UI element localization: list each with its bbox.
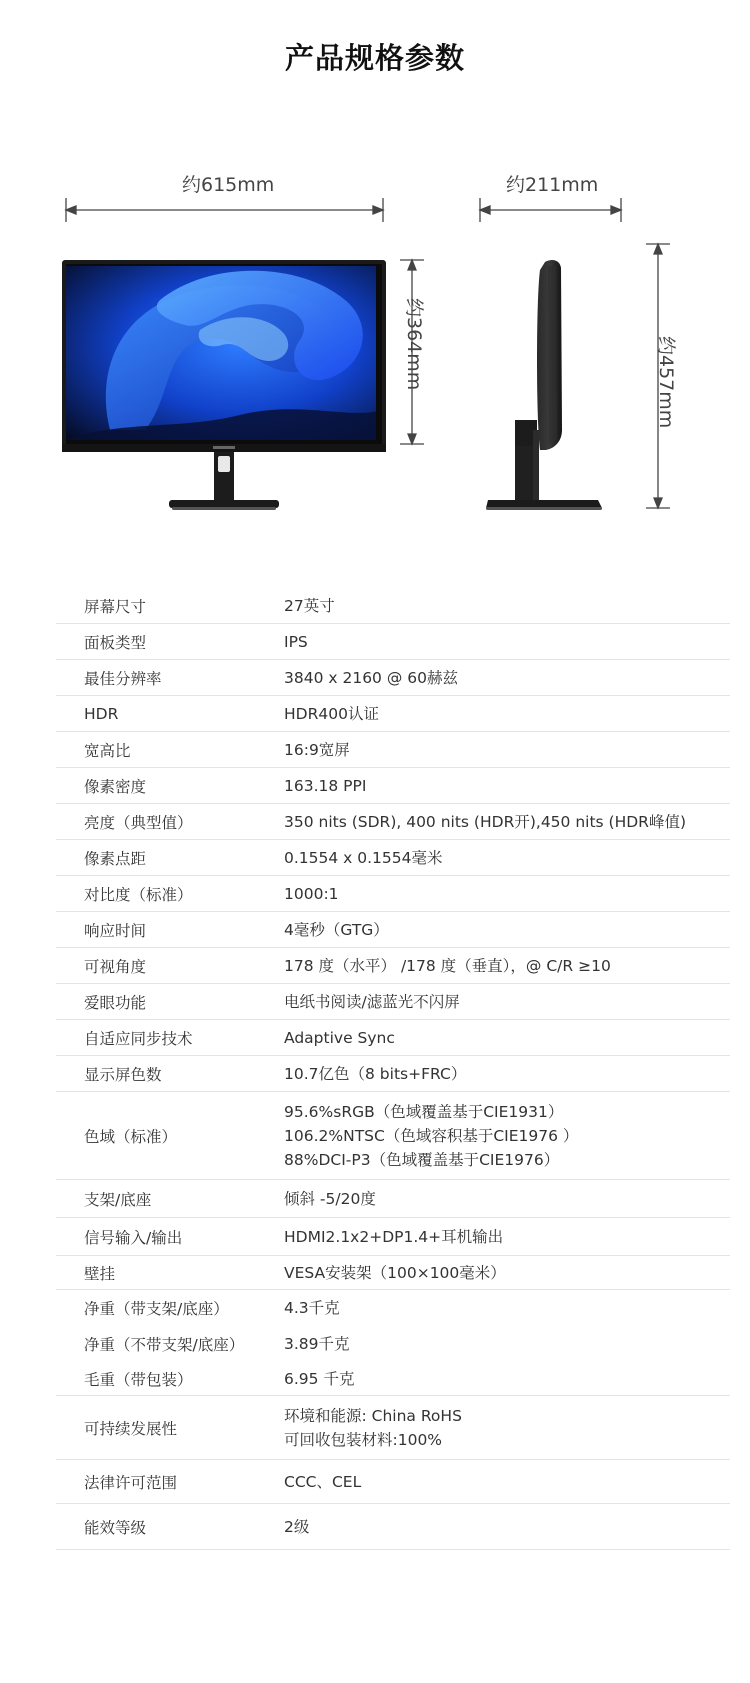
spec-value	[284, 1470, 730, 1494]
total-height-dimension-line	[646, 244, 670, 508]
width-dimension-line	[66, 198, 383, 222]
spec-value-line: 88%DCI-P3（色域覆盖基于CIE1976）	[284, 1150, 560, 1169]
spec-value-line: 350 nits (SDR), 400 nits (HDR开),450 nits (HDR峰值)	[284, 812, 686, 831]
screen-height-label: 约364mm	[403, 298, 425, 391]
page-title: 产品规格参数	[284, 41, 465, 75]
spec-key: 响应时间	[84, 921, 147, 940]
spec-key: 毛重（带包装）	[84, 1370, 193, 1389]
spec-key: 最佳分辨率	[84, 669, 162, 688]
spec-key: 信号输入/输出	[84, 1228, 183, 1247]
spec-row	[56, 1362, 730, 1396]
spec-key: 亮度（典型值）	[84, 813, 193, 832]
spec-row	[56, 1504, 730, 1550]
spec-row	[56, 696, 730, 732]
spec-row	[56, 1290, 730, 1326]
spec-key: 可视角度	[84, 957, 147, 976]
spec-key: 面板类型	[84, 633, 147, 652]
spec-value-line: 16:9宽屏	[284, 740, 350, 759]
spec-key: 支架/底座	[84, 1190, 152, 1209]
spec-value	[284, 810, 730, 834]
spec-value-line: 环境和能源: China RoHS	[284, 1406, 462, 1425]
spec-value	[284, 738, 730, 762]
spec-row	[56, 1092, 730, 1180]
spec-value-line: 4.3千克	[284, 1299, 340, 1317]
spec-row	[56, 876, 730, 912]
spec-value	[284, 1100, 730, 1172]
spec-value-line: 2级	[284, 1517, 310, 1536]
spec-value	[284, 1367, 730, 1391]
spec-value-line: 3840 x 2160 @ 60赫兹	[284, 668, 458, 687]
depth-label: 约211mm	[506, 174, 599, 196]
spec-key: 像素密度	[84, 777, 147, 796]
spec-key: 对比度（标准）	[84, 885, 193, 904]
spec-value-line: VESA安装架（100×100毫米）	[284, 1263, 506, 1282]
width-label: 约615mm	[182, 174, 275, 196]
spec-row	[56, 660, 730, 696]
spec-key: 净重（带支架/底座）	[84, 1300, 229, 1318]
spec-value	[284, 594, 730, 618]
spec-row	[56, 948, 730, 984]
spec-row	[56, 768, 730, 804]
depth-dimension-line	[480, 198, 621, 222]
spec-value	[284, 702, 730, 726]
spec-key: 像素点距	[84, 849, 147, 868]
spec-value	[284, 918, 730, 942]
spec-value-line: 可回收包装材料:100%	[284, 1430, 443, 1449]
spec-value-line: 4毫秒（GTG）	[284, 920, 389, 939]
spec-value	[284, 882, 730, 906]
spec-value-line: HDMI2.1x2+DP1.4+耳机输出	[284, 1227, 504, 1246]
spec-key: 可持续发展性	[84, 1419, 178, 1438]
spec-value	[284, 1225, 730, 1249]
spec-value-line: 163.18 PPI	[284, 776, 367, 795]
spec-value-line: Adaptive Sync	[284, 1028, 395, 1047]
monitor-illustration	[0, 0, 750, 540]
spec-value	[284, 846, 730, 870]
spec-value	[284, 1515, 730, 1539]
spec-row	[56, 912, 730, 948]
spec-row	[56, 1020, 730, 1056]
spec-value-line: HDR400认证	[284, 704, 379, 723]
spec-row	[56, 1256, 730, 1290]
spec-value-line: 106.2%NTSC（色域容积基于CIE1976 ）	[284, 1126, 579, 1145]
spec-key: 宽高比	[84, 741, 131, 760]
spec-key: 壁挂	[84, 1264, 116, 1283]
total-height-label: 约457mm	[655, 336, 677, 429]
spec-value-line: 178 度（水平） /178 度（垂直），@ C/R ≥10	[284, 956, 611, 975]
spec-value	[284, 1332, 730, 1356]
spec-value	[284, 1187, 730, 1211]
spec-key: 屏幕尺寸	[84, 597, 147, 616]
spec-value-line: 3.89千克	[284, 1335, 350, 1353]
spec-key: 自适应同步技术	[84, 1029, 193, 1048]
spec-value-line: 电纸书阅读/滤蓝光不闪屏	[284, 992, 460, 1011]
spec-table	[56, 588, 730, 1550]
spec-value	[284, 990, 730, 1014]
spec-key: 能效等级	[84, 1518, 147, 1537]
screen-height-dimension-line	[400, 260, 424, 444]
spec-value-line: 0.1554 x 0.1554毫米	[284, 848, 443, 867]
spec-value	[284, 954, 730, 978]
spec-value-line: CCC、CEL	[284, 1472, 362, 1491]
spec-row	[56, 624, 730, 660]
spec-value	[284, 1296, 730, 1320]
spec-value	[284, 1404, 730, 1452]
spec-row	[56, 804, 730, 840]
spec-value-line: 1000:1	[284, 884, 339, 903]
spec-row	[56, 1056, 730, 1092]
spec-row	[56, 840, 730, 876]
monitor-side-view	[486, 260, 602, 510]
spec-row	[56, 984, 730, 1020]
spec-row	[56, 732, 730, 768]
spec-value-line: 10.7亿色（8 bits+FRC）	[284, 1064, 467, 1083]
spec-value-line: IPS	[284, 632, 308, 651]
spec-value	[284, 1261, 730, 1285]
spec-value-line: 27英寸	[284, 596, 335, 615]
monitor-front-view	[62, 260, 386, 510]
spec-value	[284, 1026, 730, 1050]
spec-value	[284, 1062, 730, 1086]
spec-key: 法律许可范围	[84, 1473, 178, 1492]
spec-value	[284, 774, 730, 798]
spec-row	[56, 1218, 730, 1256]
spec-value-line: 倾斜 -5/20度	[284, 1189, 376, 1208]
spec-row	[56, 1460, 730, 1504]
spec-value	[284, 666, 730, 690]
spec-row	[56, 1396, 730, 1460]
spec-value	[284, 630, 730, 654]
spec-row	[56, 588, 730, 624]
spec-row	[56, 1326, 730, 1362]
spec-key: 净重（不带支架/底座）	[84, 1336, 245, 1354]
spec-row	[56, 1180, 730, 1218]
spec-key: 爱眼功能	[84, 993, 147, 1012]
spec-value-line: 95.6%sRGB（色域覆盖基于CIE1931）	[284, 1102, 564, 1121]
spec-key: 色域（标准）	[84, 1127, 178, 1146]
spec-value-line: 6.95 千克	[284, 1369, 355, 1388]
spec-key: 显示屏色数	[84, 1065, 162, 1084]
spec-key: HDR	[84, 704, 119, 723]
